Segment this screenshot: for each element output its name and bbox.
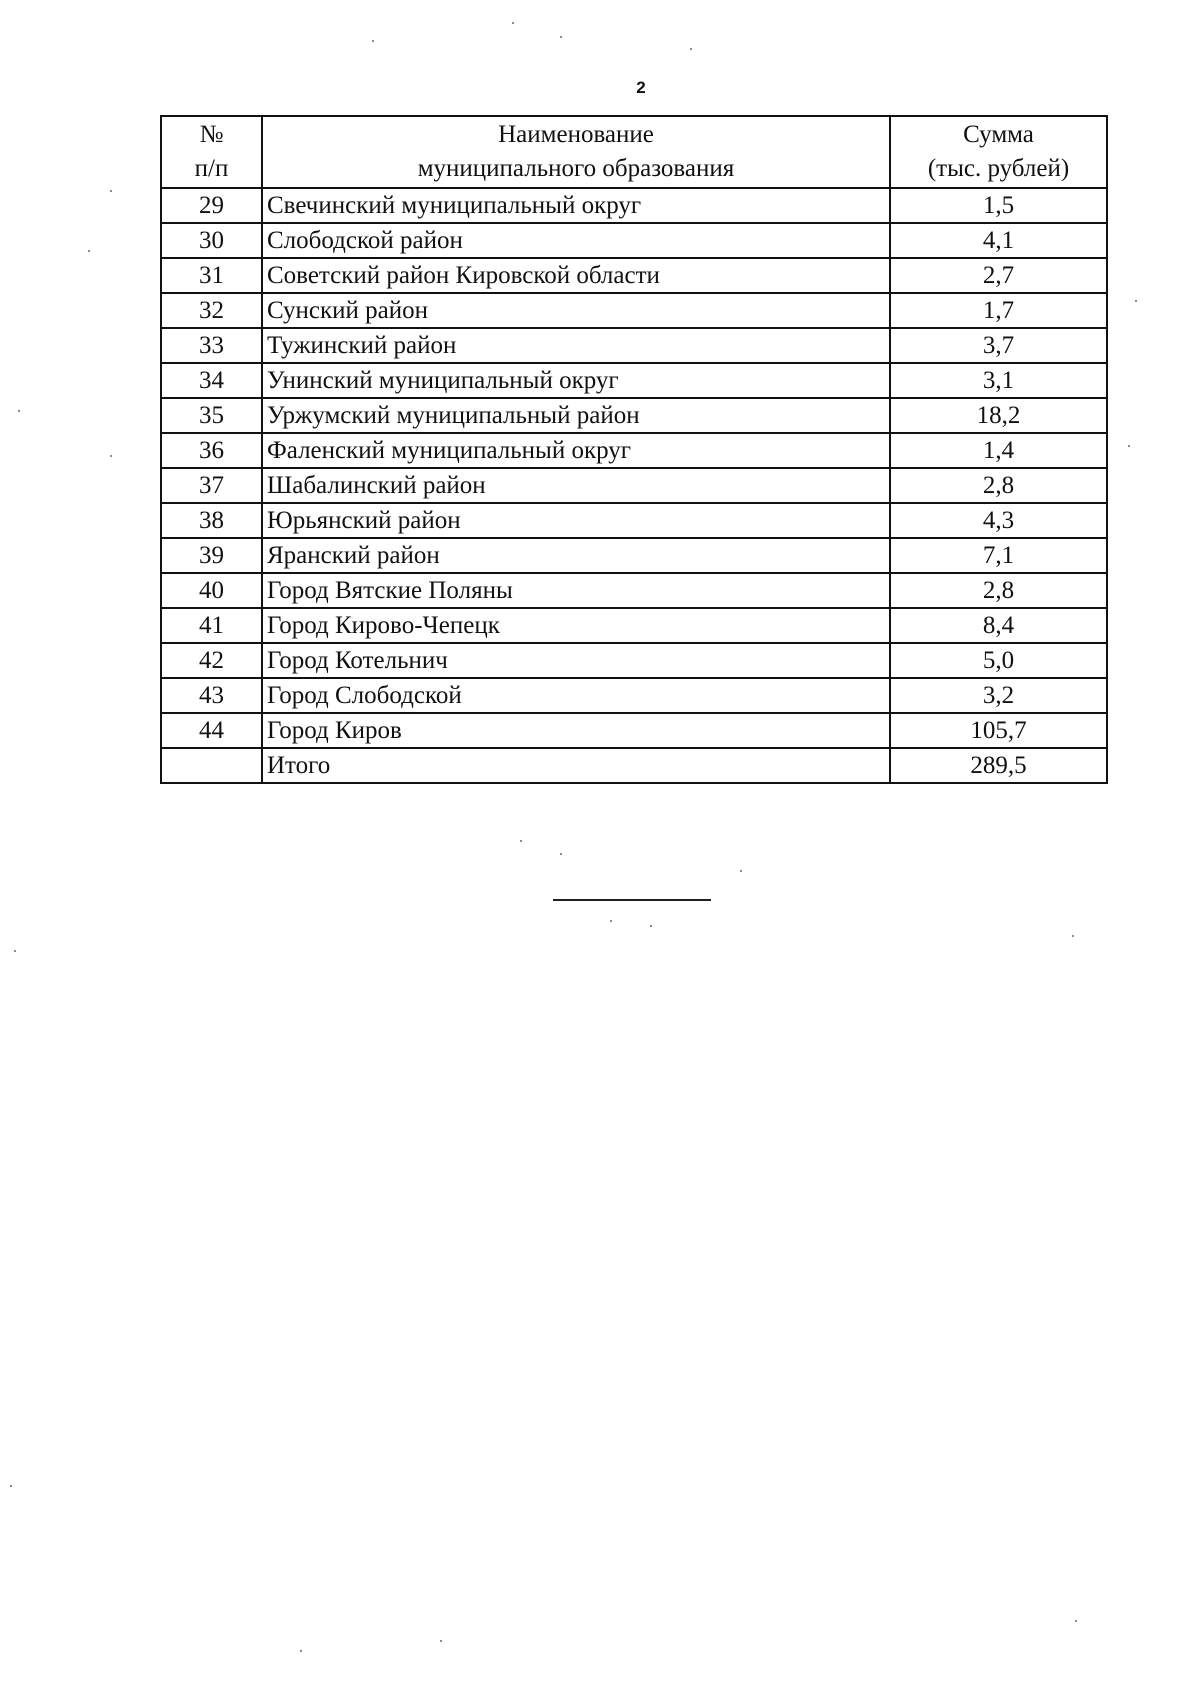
row-number: 33 [161, 328, 262, 363]
row-municipality-name: Город Котельнич [262, 643, 890, 678]
row-number: 42 [161, 643, 262, 678]
column-header-number [161, 116, 262, 188]
row-sum: 5,0 [890, 643, 1107, 678]
scan-speck [560, 36, 562, 38]
scan-speck [1128, 445, 1130, 447]
table-row [161, 573, 1107, 608]
scan-speck [110, 455, 112, 457]
table-row [161, 258, 1107, 293]
row-sum: 2,8 [890, 573, 1107, 608]
table-header-row [161, 116, 1107, 188]
row-sum: 1,5 [890, 188, 1107, 223]
table-row [161, 398, 1107, 433]
row-municipality-name: Город Вятские Поляны [262, 573, 890, 608]
table-row [161, 503, 1107, 538]
row-number: 37 [161, 468, 262, 503]
allocation-table [160, 115, 1108, 784]
row-municipality-name: Тужинский район [262, 328, 890, 363]
row-number: 43 [161, 678, 262, 713]
table-row [161, 188, 1107, 223]
scan-speck [650, 925, 652, 927]
scan-speck [512, 22, 514, 24]
row-municipality-name: Город Слободской [262, 678, 890, 713]
scan-speck [88, 250, 90, 252]
table-row [161, 538, 1107, 573]
scan-speck [1075, 1620, 1077, 1622]
total-row-number [161, 748, 262, 783]
scan-speck [110, 190, 112, 192]
row-number: 39 [161, 538, 262, 573]
scan-speck [560, 853, 562, 855]
row-number: 41 [161, 608, 262, 643]
table-row [161, 468, 1107, 503]
table-row [161, 713, 1107, 748]
table-row [161, 363, 1107, 398]
row-number: 40 [161, 573, 262, 608]
column-header-name-line1: Наименование [498, 121, 654, 148]
row-sum: 8,4 [890, 608, 1107, 643]
table-row [161, 643, 1107, 678]
scan-speck [610, 920, 612, 922]
row-municipality-name: Город Киров [262, 713, 890, 748]
row-municipality-name: Свечинский муниципальный округ [262, 188, 890, 223]
column-header-name [262, 116, 890, 188]
row-municipality-name: Унинский муниципальный округ [262, 363, 890, 398]
scan-speck [14, 950, 16, 952]
row-number: 29 [161, 188, 262, 223]
table-row [161, 328, 1107, 363]
column-header-number-line2: п/п [194, 155, 229, 182]
row-municipality-name: Уржумский муниципальный район [262, 398, 890, 433]
end-of-document-rule [553, 899, 711, 901]
row-sum: 7,1 [890, 538, 1107, 573]
table-row [161, 223, 1107, 258]
table-row [161, 608, 1107, 643]
scan-speck [520, 840, 522, 842]
row-sum: 1,7 [890, 293, 1107, 328]
scan-speck [740, 870, 742, 872]
row-number: 44 [161, 713, 262, 748]
column-header-name-line2: муниципального образования [417, 155, 735, 182]
scan-speck [440, 1640, 442, 1642]
scan-speck [1072, 935, 1074, 937]
table-row [161, 433, 1107, 468]
row-number: 35 [161, 398, 262, 433]
row-sum: 4,1 [890, 223, 1107, 258]
row-number: 32 [161, 293, 262, 328]
row-number: 30 [161, 223, 262, 258]
scan-speck [18, 410, 20, 412]
row-municipality-name: Советский район Кировской области [262, 258, 890, 293]
scan-speck [300, 1650, 302, 1652]
total-sum: 289,5 [890, 748, 1107, 783]
row-municipality-name: Яранский район [262, 538, 890, 573]
table-row [161, 678, 1107, 713]
row-municipality-name: Шабалинский район [262, 468, 890, 503]
row-number: 38 [161, 503, 262, 538]
row-sum: 18,2 [890, 398, 1107, 433]
row-municipality-name: Сунский район [262, 293, 890, 328]
scan-speck [1135, 300, 1137, 302]
row-number: 31 [161, 258, 262, 293]
row-sum: 2,7 [890, 258, 1107, 293]
scan-speck [10, 1485, 12, 1487]
row-sum: 3,1 [890, 363, 1107, 398]
row-municipality-name: Город Кирово-Чепецк [262, 608, 890, 643]
total-row [161, 748, 1107, 783]
row-sum: 105,7 [890, 713, 1107, 748]
column-header-sum-line2: (тыс. рублей) [927, 155, 1070, 182]
page-number: 2 [636, 78, 646, 97]
row-sum: 1,4 [890, 433, 1107, 468]
scan-speck [690, 48, 692, 50]
table-row [161, 293, 1107, 328]
scan-speck [372, 40, 374, 42]
row-municipality-name: Юрьянский район [262, 503, 890, 538]
row-municipality-name: Слободской район [262, 223, 890, 258]
row-sum: 3,7 [890, 328, 1107, 363]
row-municipality-name: Фаленский муниципальный округ [262, 433, 890, 468]
total-label: Итого [262, 748, 890, 783]
column-header-sum-line1: Сумма [963, 121, 1034, 148]
column-header-number-line1: № [199, 121, 224, 148]
row-sum: 2,8 [890, 468, 1107, 503]
row-number: 34 [161, 363, 262, 398]
column-header-sum [890, 116, 1107, 188]
row-number: 36 [161, 433, 262, 468]
row-sum: 3,2 [890, 678, 1107, 713]
row-sum: 4,3 [890, 503, 1107, 538]
